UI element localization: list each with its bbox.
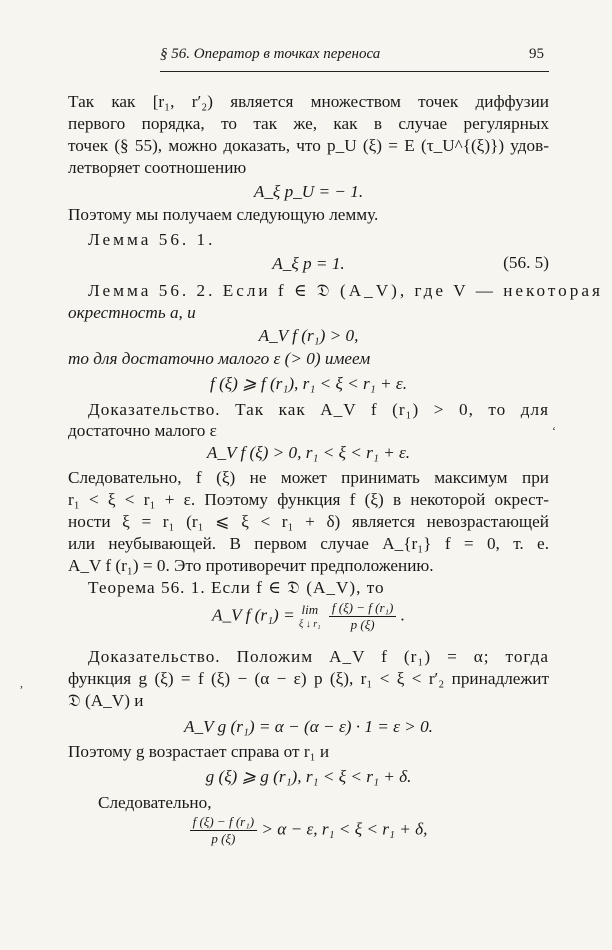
proof-heading: Доказательство. Так как A_V f (r₁) > 0, то для [88, 400, 549, 419]
text-line: Поэтому g возрастает справа от r₁ и [68, 742, 330, 761]
text-line: ности ξ = r₁ (r₁ ⩽ ξ < r₁ + δ) является невозрастающей [68, 512, 549, 531]
margin-mark: ʻ [552, 424, 556, 438]
text-line: летворяет соотношению [68, 158, 247, 177]
text-line: или неубывающей. В первом случае A_{r₁} f = 0, т. е. [68, 534, 549, 553]
text-line: функция g (ξ) = f (ξ) − (α − ε) p (ξ), r₁ < ξ < r′₂ принадлежит [68, 669, 549, 688]
equation-number: (56. 5) [503, 253, 549, 272]
fraction-numerator: f (ξ) − f (r₁) [190, 814, 257, 831]
text-line: Следовательно, [98, 793, 212, 812]
equation-fraction [68, 814, 549, 858]
equation: A_V f (r₁) > 0, [258, 326, 359, 345]
eq-lhs: A_V f (r₁) = [212, 605, 295, 625]
lemma-statement: то для достаточно малого ε (> 0) имеем [68, 349, 371, 368]
limit-operator [299, 602, 321, 632]
fraction-denominator: p (ξ) [350, 617, 375, 632]
equation: A_V f (ξ) > 0, r₁ < ξ < r₁ + ε. [206, 443, 411, 462]
text-line: A_V f (r₁) = 0. Это противоречит предположению. [68, 556, 434, 575]
proof-heading: Доказательство. Положим A_V f (r₁) = α; тогда [88, 647, 549, 666]
text-line: точек (§ 55), можно доказать, что p_U (ξ) = E (τ_U^{(ξ)}) удов- [68, 136, 549, 155]
text-line: Так как [r₁, r′₂) является множеством точек диффузии [68, 92, 549, 111]
equation-limit [68, 600, 549, 640]
margin-mark: , [20, 676, 23, 690]
fraction-numerator: f (ξ) − f (r₁) [329, 600, 396, 617]
fraction-denominator: p (ξ) [211, 831, 236, 846]
fraction [190, 814, 257, 847]
text-line: 𝔇 (A_V) и [68, 691, 144, 710]
lim-text: lim [301, 601, 319, 617]
lemma-heading: Лемма 56. 1. [88, 230, 216, 249]
eq-period: . [400, 605, 405, 625]
equation: A_ξ p_U = − 1. [253, 182, 364, 201]
text-line: Поэтому мы получаем следующую лемму. [68, 205, 379, 224]
text-line: r₁ < ξ < r₁ + ε. Поэтому функция f (ξ) в некоторой окрест- [68, 490, 549, 509]
lim-subscript: ξ ↓ r₁ [298, 618, 321, 630]
page-number: 95 [529, 46, 544, 62]
equation: A_ξ p = 1. [272, 254, 345, 273]
text-line: первого порядка, то так же, как в случае регулярных [68, 114, 549, 133]
equation: A_V g (r₁) = α − (α − ε) · 1 = ε > 0. [184, 717, 433, 736]
text-line: достаточно малого ε [68, 421, 217, 440]
lemma-statement: окрестность a, и [68, 303, 196, 322]
lemma-statement [88, 280, 603, 302]
running-header: § 56. Оператор в точках переноса [160, 46, 381, 62]
fraction [329, 600, 396, 633]
text-line: Следовательно, f (ξ) не может принимать максимум при [68, 468, 549, 487]
equation: f (ξ) ⩾ f (r₁), r₁ < ξ < r₁ + ε. [210, 374, 407, 393]
header-rule [160, 71, 549, 72]
eq-rhs: > α − ε, r₁ < ξ < r₁ + δ, [261, 819, 428, 839]
theorem-heading: Теорема 56. 1. Если f ∈ 𝔇 (A_V), то [88, 578, 385, 597]
lemma-label: Лемма 56. 2. Если f ∈ 𝔇 (A_V), где V — некоторая [88, 281, 603, 300]
equation: g (ξ) ⩾ g (r₁), r₁ < ξ < r₁ + δ. [205, 767, 412, 786]
